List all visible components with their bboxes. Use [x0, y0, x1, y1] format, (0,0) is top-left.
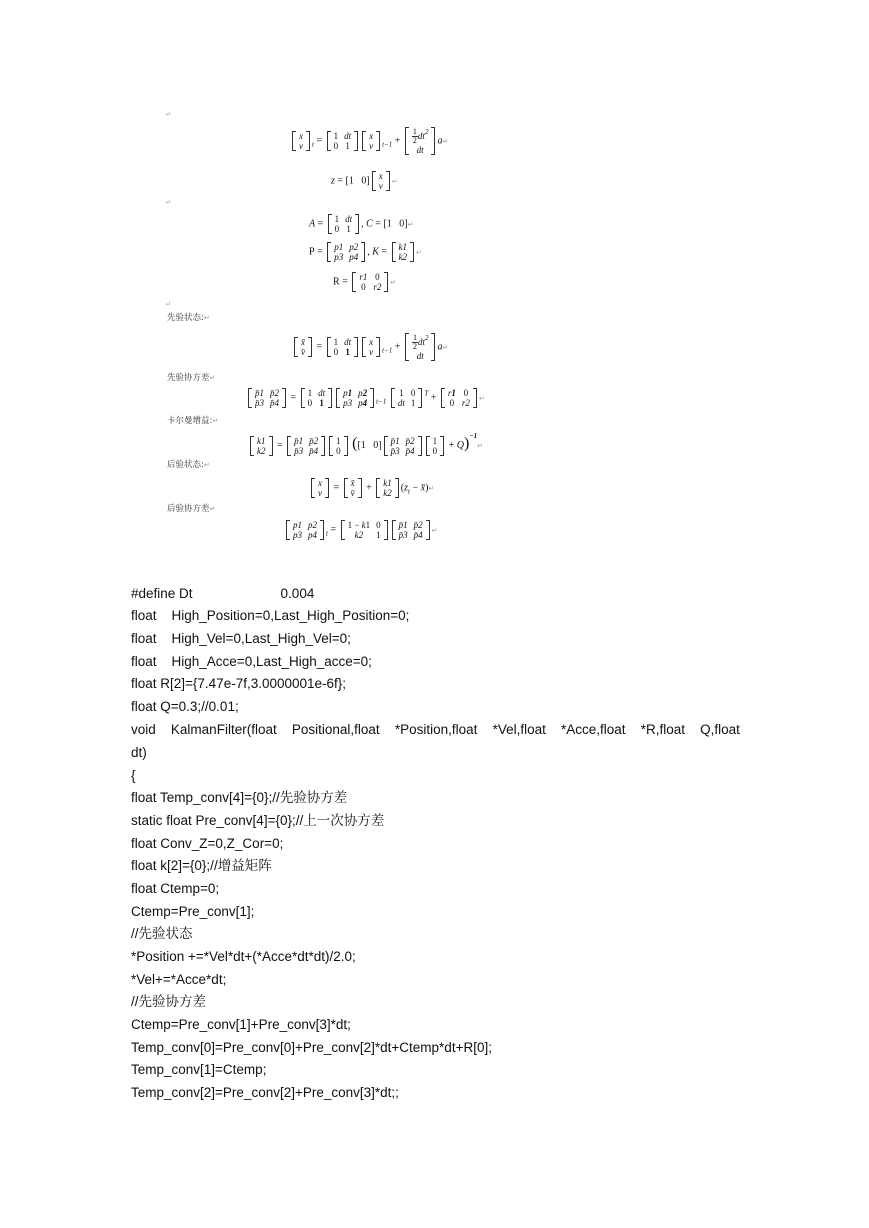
- equation-prior-state: x̄ v̄ = 1 dt 0 1 x v $_{t-1}$ + $\frac{1}{2}$ $dt^2$ dt a↵: [292, 333, 448, 361]
- equation-prior-cov: p̄1 p̄2 p̄3 p̄4 = 1 dt 0 1 p1 p2 p3 p4 $_{t-1}$ 1 0 dt 1 $^T$ + r1 0 0 r2 ↵: [246, 388, 485, 408]
- equation-p-k: P = p1 p2 p3 p4 , K = k1 k2 ↵: [309, 242, 422, 262]
- code-line: *Position +=*Vel*dt+(*Acce*dt*dt)/2.0;: [131, 949, 356, 964]
- code-line: float R[2]={7.47e-7f,3.0000001e-6f};: [131, 676, 347, 691]
- code-line: #define Dt 0.004: [131, 586, 315, 601]
- code-line: float Conv_Z=0,Z_Cor=0;: [131, 836, 284, 851]
- equation-a-c: A = 1 dt 0 1 , C = [1 0]↵: [309, 214, 414, 234]
- paragraph-mark: ↵: [165, 198, 171, 206]
- code-line: static float Pre_conv[4]={0};//上一次协方差: [131, 813, 385, 829]
- equation-post-cov: p1 p2 p3 p4 $_t$ = 1 − k1 0 k2 1 p̄1 p̄2 p̄3 p̄4 ↵: [284, 520, 438, 540]
- note-prior-cov: 先验协方差↵: [167, 373, 216, 383]
- code-line: dt): [131, 745, 147, 760]
- code-line: float Temp_conv[4]={0};//先验协方差: [131, 790, 348, 806]
- note-post-state: 后验状态:↵: [167, 460, 210, 470]
- code-line: *Vel+=*Acce*dt;: [131, 972, 227, 987]
- code-line: float Q=0.3;//0.01;: [131, 699, 239, 714]
- code-line: Ctemp=Pre_conv[1];: [131, 904, 255, 919]
- equation-post-state: x v = x̄ v̄ + k1 k2 ($z_t$ − x̄)↵: [309, 478, 434, 498]
- paragraph-mark: ↵: [165, 110, 171, 118]
- code-line: Ctemp=Pre_conv[1]+Pre_conv[3]*dt;: [131, 1017, 351, 1032]
- equation-measurement: z = [1 0] x v ↵: [331, 171, 398, 191]
- code-line: float High_Position=0,Last_High_Position=0;: [131, 608, 410, 623]
- code-line: Temp_conv[2]=Pre_conv[2]+Pre_conv[3]*dt;;: [131, 1085, 399, 1100]
- code-line: //先验状态: [131, 926, 193, 942]
- code-line: //先验协方差: [131, 994, 207, 1010]
- equation-gain: k1 k2 = p̄1 p̄2 p̄3 p̄4 1 0 ([1 0] p̄1 p̄2 p̄3 p̄4 1 0 + Q)$^{-1}$↵: [248, 431, 483, 456]
- note-kalman-gain: 卡尔曼增益:↵: [167, 416, 219, 426]
- code-line: Temp_conv[0]=Pre_conv[0]+Pre_conv[2]*dt+Ctemp*dt+R[0];: [131, 1040, 492, 1055]
- code-line: float High_Acce=0,Last_High_acce=0;: [131, 654, 372, 669]
- equation-r: R = r1 0 0 r2 ↵: [333, 272, 397, 292]
- code-line: float High_Vel=0,Last_High_Vel=0;: [131, 631, 351, 646]
- code-line-justified: void KalmanFilter(float Positional,float *Position,float *Vel,float *Acce,float *R,float Q,float: [131, 722, 740, 737]
- code-line: float Ctemp=0;: [131, 881, 220, 896]
- code-line: Temp_conv[1]=Ctemp;: [131, 1062, 267, 1077]
- paragraph-mark: ↵: [165, 300, 171, 308]
- code-line: {: [131, 768, 136, 783]
- equation-model: x v $_t$ = 1 dt 0 1 x v $_{t-1}$ + $\frac{1}{2}$ $dt^2$ dt a↵: [290, 127, 448, 155]
- note-prior-state: 先验状态:↵: [167, 313, 210, 323]
- note-post-cov: 后验协方差↵: [167, 504, 216, 514]
- code-line: float k[2]={0};//增益矩阵: [131, 858, 272, 874]
